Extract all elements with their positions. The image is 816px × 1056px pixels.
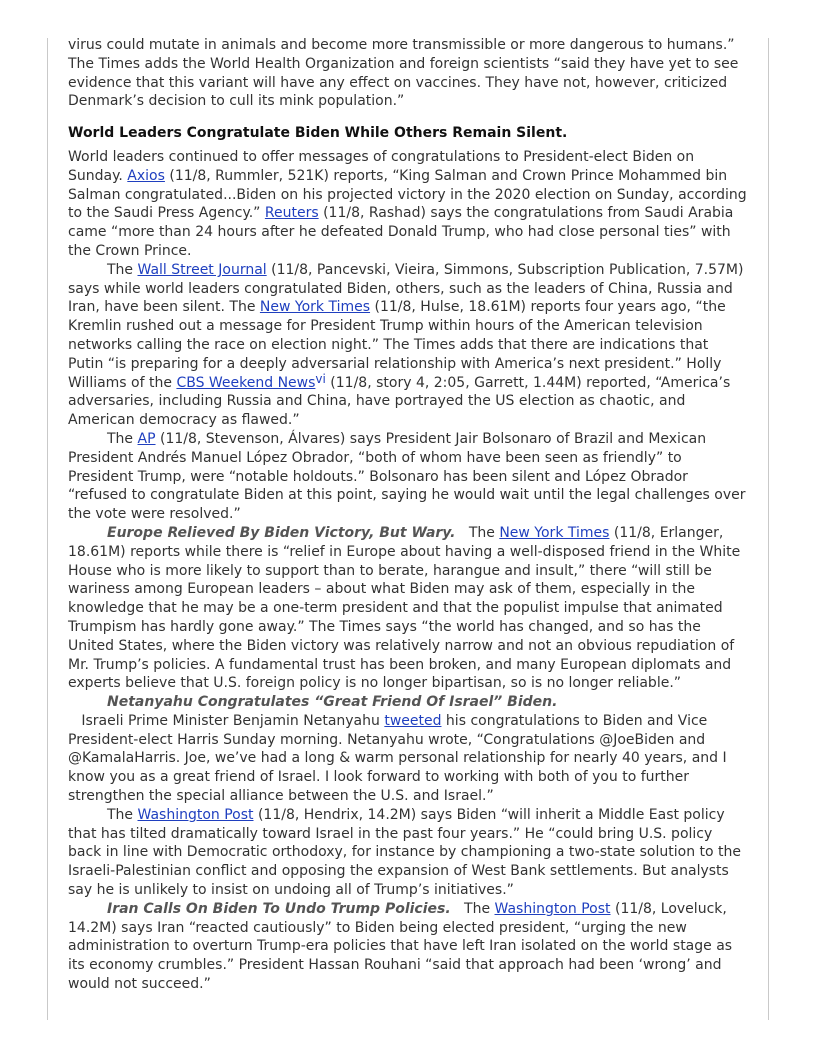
footnote-marker[interactable]: vi (315, 371, 326, 386)
subhead-netanyahu: Netanyahu Congratulates “Great Friend Of Israel” Biden. (107, 694, 558, 711)
nyt-link-europe[interactable]: New York Times (499, 524, 610, 541)
tweeted-link[interactable]: tweeted (384, 712, 442, 729)
cbs-link[interactable]: CBS Weekend News (176, 374, 316, 391)
wapo-link[interactable]: Washington Post (137, 806, 254, 823)
left-margin-rule (47, 38, 48, 1020)
paragraph-europe: Europe Relieved By Biden Victory, But Wary. The New York Times (11/8, Erlanger, 18.61M) reports while there is “relief in Europe about having a well-disposed friend in the White House who is more likely to support than to berate, harangue and insult,” there “will still be wariness among European leaders – about what Biden may ask of them, especially in the knowledge that he may be a one-term president and that the populist impulse that animated Trumpism has hardly gone away.” The Times says “the world has changed, and so has the United States, where the Biden victory was relatively narrow and not an obvious repudiation of Mr. Trump’s policies. A fundamental trust has been broken, and many European diplomats and experts believe that U.S. foreign policy is no longer bipartisan, so is no longer reliable.” (68, 524, 741, 692)
right-margin-rule (768, 38, 769, 1020)
paragraph-middle-east: The Washington Post (11/8, Hendrix, 14.2M) says Biden “will inherit a Middle East policy that has tilted dramatically toward Israel in the past four years.” He “could bring U.S. policy back in line with Democratic orthodoxy, for instance by championing a two-state solution to the Israeli-Palestinian conflict and opposing the expansion of West Bank settlements. But analysts say he is unlikely to insist on undoing all of Trump’s initiatives.” (68, 806, 742, 899)
paragraph-saudi: World leaders continued to offer messages of congratulations to President-elect Biden on Sunday. Axios (11/8, Rummler, 521K) reports, “King Salman and Crown Prince Mohammed bin Salman congratulated...Biden on his projected victory in the 2020 election on Sunday, according to the Saudi Press Agency.” Reuters (11/8, Rashad) says the congratulations from Saudi Arabia came “more than 24 hours after he defeated Donald Trump, who had close personal ties” with the Crown Prince. (68, 148, 747, 259)
subhead-iran: Iran Calls On Biden To Undo Trump Policies. (107, 900, 451, 917)
ap-link[interactable]: AP (137, 430, 156, 447)
document-page (68, 36, 748, 994)
intro-paragraph: virus could mutate in animals and become more transmissible or more dangerous to humans.” The Times adds the World Health Organization and foreign scientists “said they have yet to see evidence that this variant will have any effect on vaccines. They have not, however, criticized Denmark’s decision to cull its mink population.” (68, 37, 739, 110)
axios-link[interactable]: Axios (127, 167, 165, 184)
nyt-link[interactable]: New York Times (259, 299, 371, 316)
paragraph-silent-leaders: The Wall Street Journal (11/8, Pancevski, Vieira, Simmons, Subscription Publication, 7.57M) says while world leaders congratulated Biden, others, such as the leaders of China, Russia and Iran, have been silent. The New York Times (11/8, Hulse, 18.61M) reports four years ago, “the Kremlin rushed out a message for President Trump within hours of the American television networks calling the race on election night.” The Times adds that there are indications that Putin “is preparing for a deeply adversarial relationship with America’s next president.” Holly Williams of the CBS Weekend News$^{vi}$ (11/8, story 4, 2:05, Garrett, 1.44M) reported, “America’s adversaries, including Russia and China, have portrayed the US election as chaotic, and American democracy as flawed.” (68, 261, 744, 429)
subhead-europe: Europe Relieved By Biden Victory, But Wary. (107, 524, 456, 541)
article-headline: World Leaders Congratulate Biden While Others Remain Silent. (68, 125, 568, 142)
wsj-link[interactable]: Wall Street Journal (137, 261, 267, 278)
reuters-link[interactable]: Reuters (264, 205, 319, 222)
paragraph-iran: Iran Calls On Biden To Undo Trump Policies. The Washington Post (11/8, Loveluck, 14.2M) says Iran “reacted cautiously” to Biden being elected president, “urging the new administration to overturn Trump-era policies that have left Iran isolated on the world stage as its economy crumbles.” President Hassan Rouhani “said that approach had been ‘wrong’ and would not succeed.” (68, 900, 733, 993)
wapo-link-iran[interactable]: Washington Post (494, 900, 611, 917)
paragraph-holdouts: The AP (11/8, Stevenson, Álvares) says President Jair Bolsonaro of Brazil and Mexican President Andrés Manuel López Obrador, “both of whom have been seen as friendly” to President Trump, were “notable holdouts.” Bolsonaro has been silent and López Obrador “refused to congratulate Biden at this point, saying he would wait until the legal challenges over the vote were resolved.” (68, 430, 746, 523)
paragraph-netanyahu: Netanyahu Congratulates “Great Friend Of Israel” Biden. Israeli Prime Minister Benjamin Netanyahu tweeted his congratulations to Biden and Vice President-elect Harris Sunday morning. Netanyahu wrote, “Congratulations @JoeBiden and @KamalaHarris. Joe, we’ve had a long & warm personal relationship for nearly 40 years, and I know you as a great friend of Israel. I look forward to working with both of you to further strengthen the special alliance between the U.S. and Israel.” (68, 694, 727, 805)
